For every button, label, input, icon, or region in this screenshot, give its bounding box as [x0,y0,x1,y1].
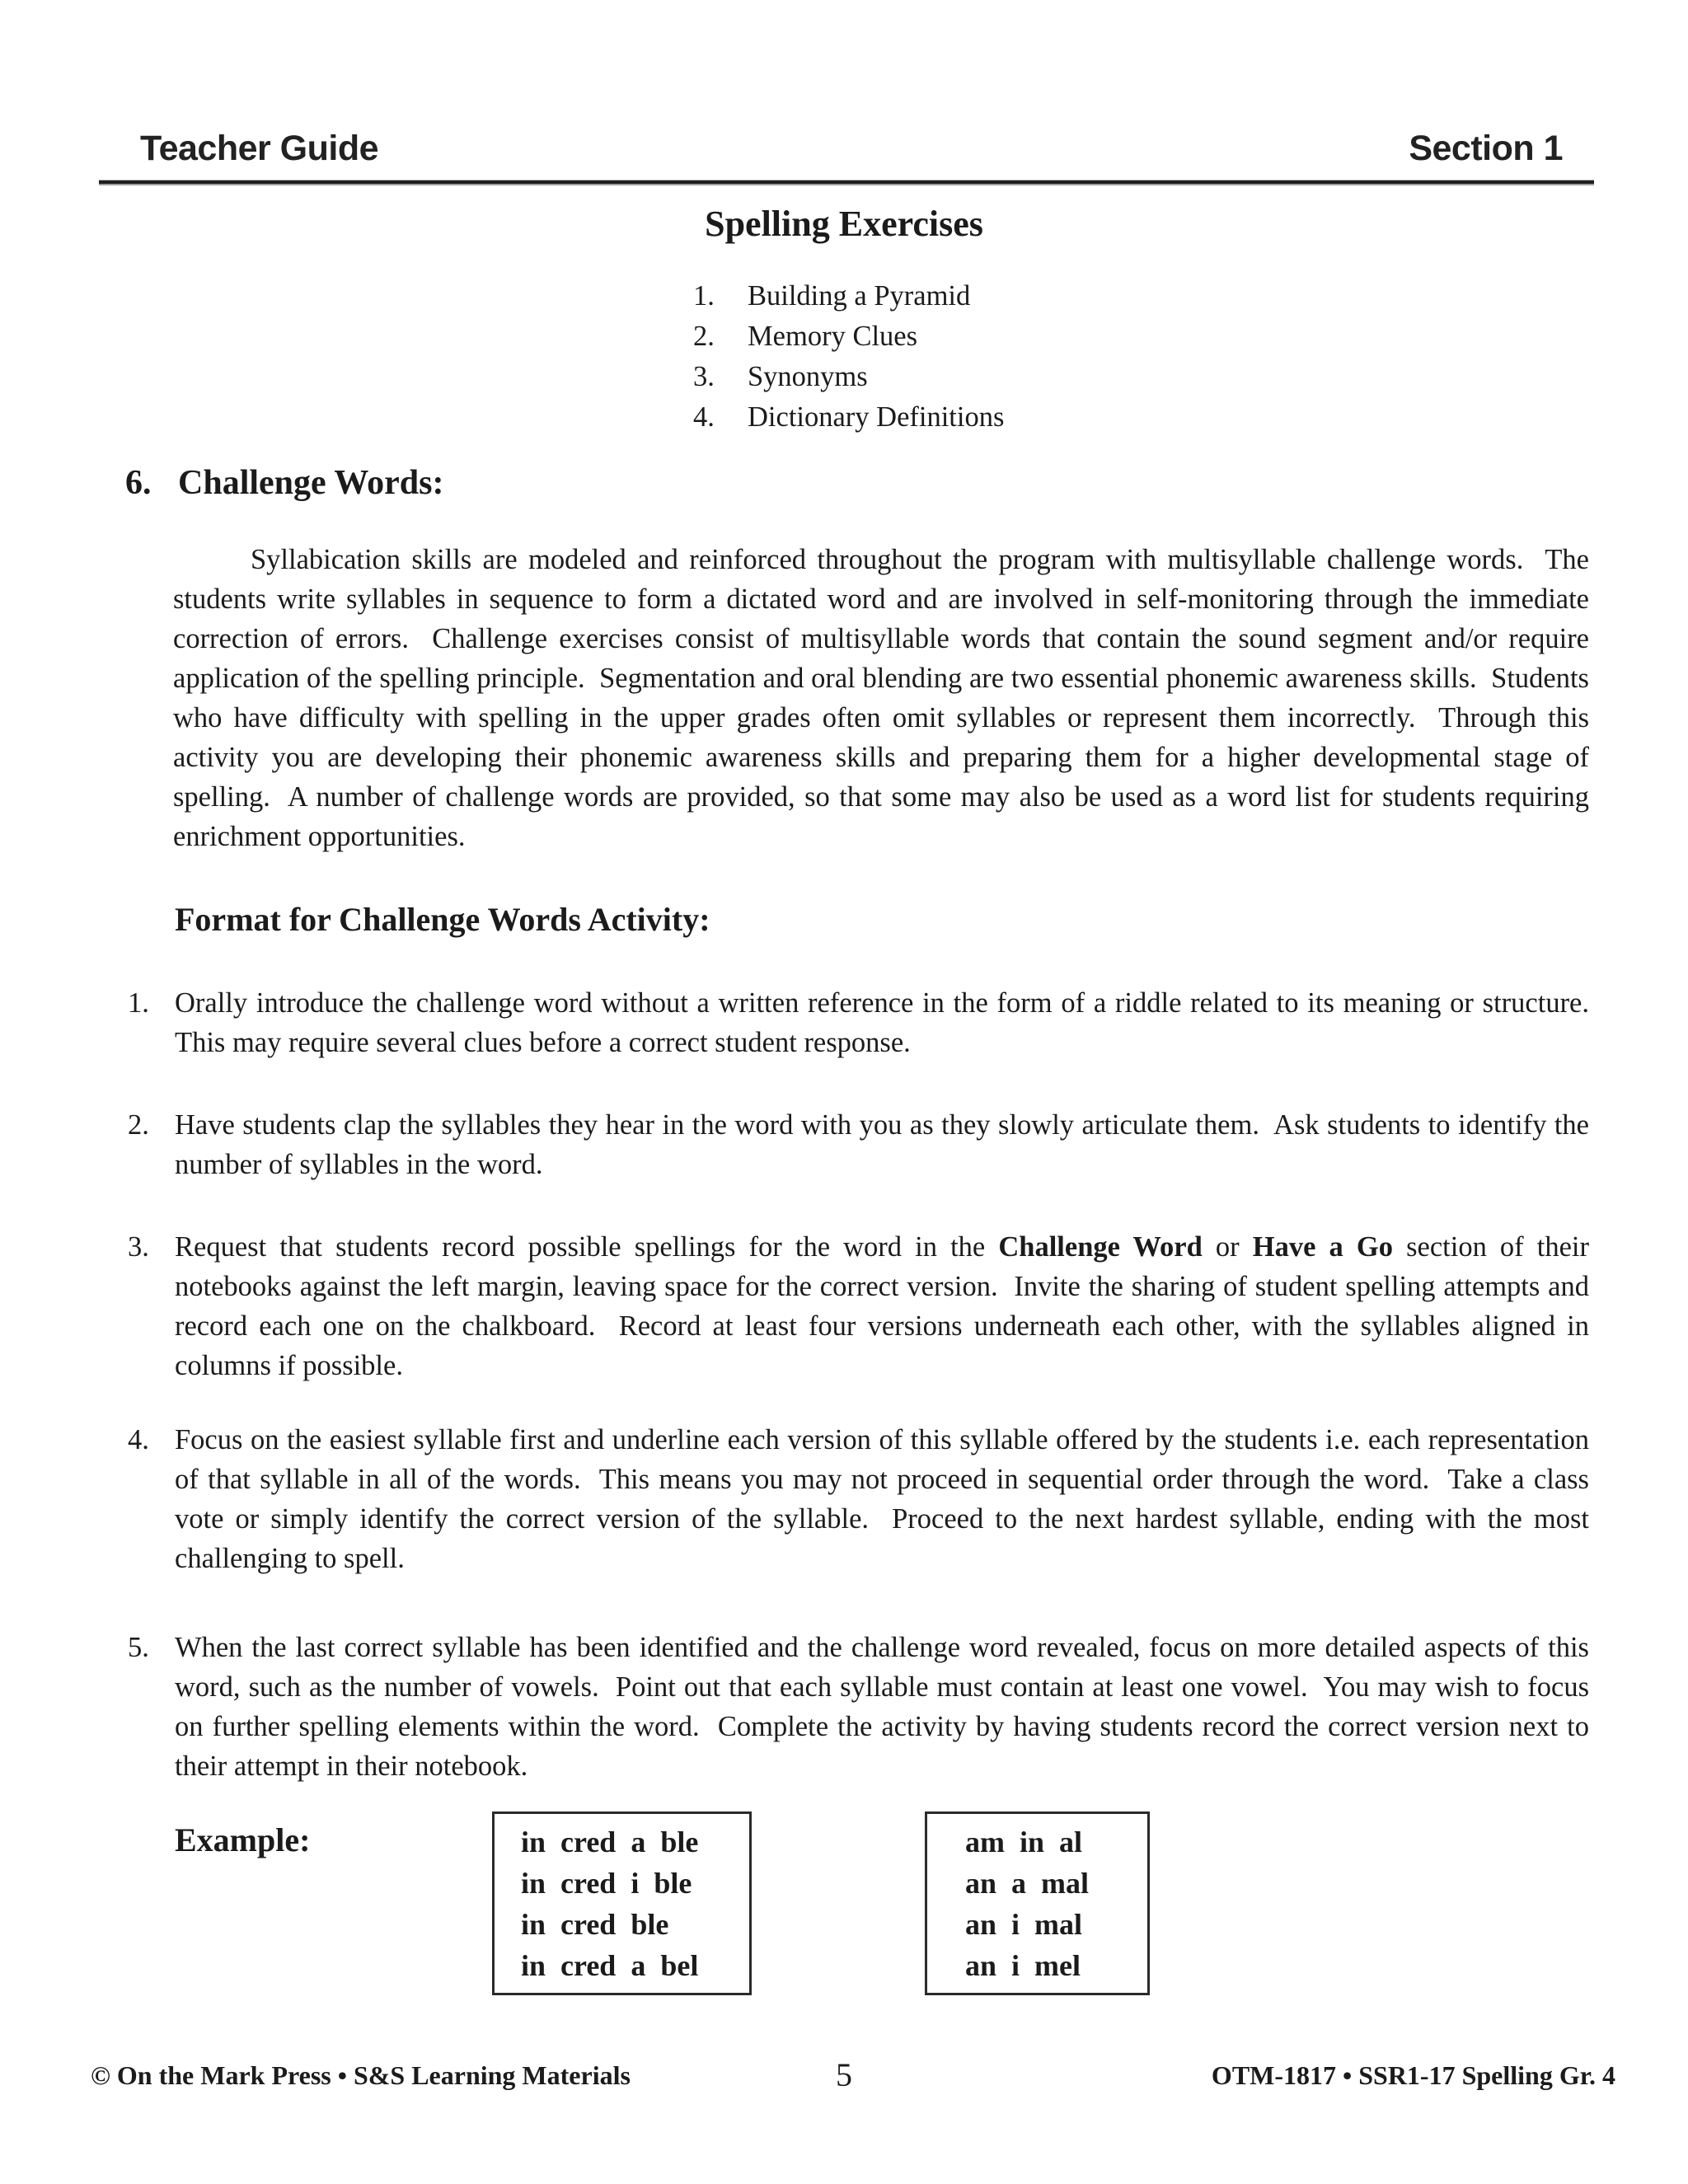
exercise-item [693,276,1688,316]
exercise-number: 4. [693,401,715,433]
exercise-label: Dictionary Definitions [748,401,1005,433]
step-text-post: section of their notebooks against the left margin, leaving space for the correct version. Invite the sharing of student spelling attempts and record each one on the chalkboard. Record at least four versions underneath each other, with the syllables aligned in columns if possible. [175,1231,1597,1381]
page-footer [0,2058,1688,2093]
footer-code: OTM-1817 • SSR1-17 Spelling Gr. 4 [1211,2060,1615,2090]
page-header [0,0,1688,168]
section-heading-row [125,462,1589,504]
header-left-title: Teacher Guide [140,129,379,168]
section-heading: Challenge Words: [178,464,444,502]
step-item [128,983,1604,1062]
exercise-label: Memory Clues [748,321,918,352]
intro-paragraph: Syllabication skills are modeled and reinforced throughout the program with multisyllable challenge words. The students write syllables in sequence to form a dictated word and are involved in self-monitoring through the immediate correction of errors. Challenge exercises consist of multisyllable words that contain the sound segment and/or require application of the spelling principle. Segmentation and oral blending are two essential phonemic awareness skills. Students who have difficulty with spelling in the upper grades often omit syllables or represent them incorrectly. Through this activity you are developing their phonemic awareness skills and preparing them for a higher developmental stage of spelling. A number of challenge words are provided, so that some may also be used as a word list for students requiring enrichment opportunities. [173,544,1597,852]
exercise-label: Synonyms [748,361,868,392]
footer-page-number: 5 [836,2056,852,2093]
header-rule [99,180,1594,185]
section-number: 6. [125,464,152,502]
exercise-item [693,316,1688,357]
syllable-row: in cred a bel [521,1949,699,1982]
exercise-number: 3. [693,361,715,392]
syllable-row: an a mal [965,1867,1090,1900]
example-box-2 [925,1811,1150,1995]
step-item [128,1105,1597,1184]
format-heading: Format for Challenge Words Activity: [175,901,710,938]
exercise-number: 1. [693,280,715,312]
syllable-row: in cred a ble [521,1825,699,1858]
step-number: 1. [128,987,149,1019]
step-number: 4. [128,1424,149,1455]
steps-list [0,983,1688,1786]
syllable-row: in cred i ble [521,1867,692,1900]
syllable-row: an i mel [965,1949,1081,1982]
exercise-item [693,397,1688,438]
step-text-pre: Request that students record possible spellings for the word in the [175,1231,999,1263]
step-text: Focus on the easiest syllable first and underline each version of this syllable offered by the students i.e. each representation of that syllable in all of the words. This means you may not proceed in sequential order through the word. Take a class vote or simply identify the correct version of the syllable. Proceed to the next hardest syllable, ending with the most challenging to spell. [175,1424,1597,1574]
page-title: Spelling Exercises [705,204,983,244]
step-item [128,1227,1597,1385]
step-number: 5. [128,1632,149,1663]
exercise-number: 2. [693,321,715,352]
step-number: 3. [128,1231,149,1263]
step-text: Orally introduce the challenge word without a written reference in the form of a riddle related to its meaning or structure. This may require several clues before a correct student response. [175,987,1604,1058]
syllable-row: an i mal [965,1908,1083,1941]
exercise-list [693,276,1688,438]
step-item [128,1628,1597,1786]
bold-have-a-go: Have a Go [1252,1231,1393,1263]
step-number: 2. [128,1109,149,1141]
exercise-item [693,357,1688,397]
syllable-row: in cred ble [521,1908,669,1941]
step-item [128,1420,1597,1578]
syllable-row: am in al [965,1825,1083,1858]
footer-copyright: © On the Mark Press • S&S Learning Materials [91,2060,631,2090]
step-text: Have students clap the syllables they hear in the word with you as they slowly articulate them. Ask students to identify the number of syllables in the word. [175,1109,1597,1180]
step-text: When the last correct syllable has been identified and the challenge word revealed, focus on more detailed aspects of this word, such as the number of vowels. Point out that each syllable must contain at least one vowel. You may wish to focus on further spelling elements within the word. Complete the activity by having students record the correct version next to their attempt in their notebook. [175,1632,1597,1782]
example-label: Example: [175,1821,311,1858]
step-text-mid: or [1202,1231,1253,1263]
step-text [175,1227,1597,1385]
exercise-label: Building a Pyramid [748,280,971,312]
example-section [0,1811,1688,1995]
bold-challenge-word: Challenge Word [998,1231,1203,1263]
header-right-section: Section 1 [1409,129,1563,168]
example-box-1 [492,1811,752,1995]
